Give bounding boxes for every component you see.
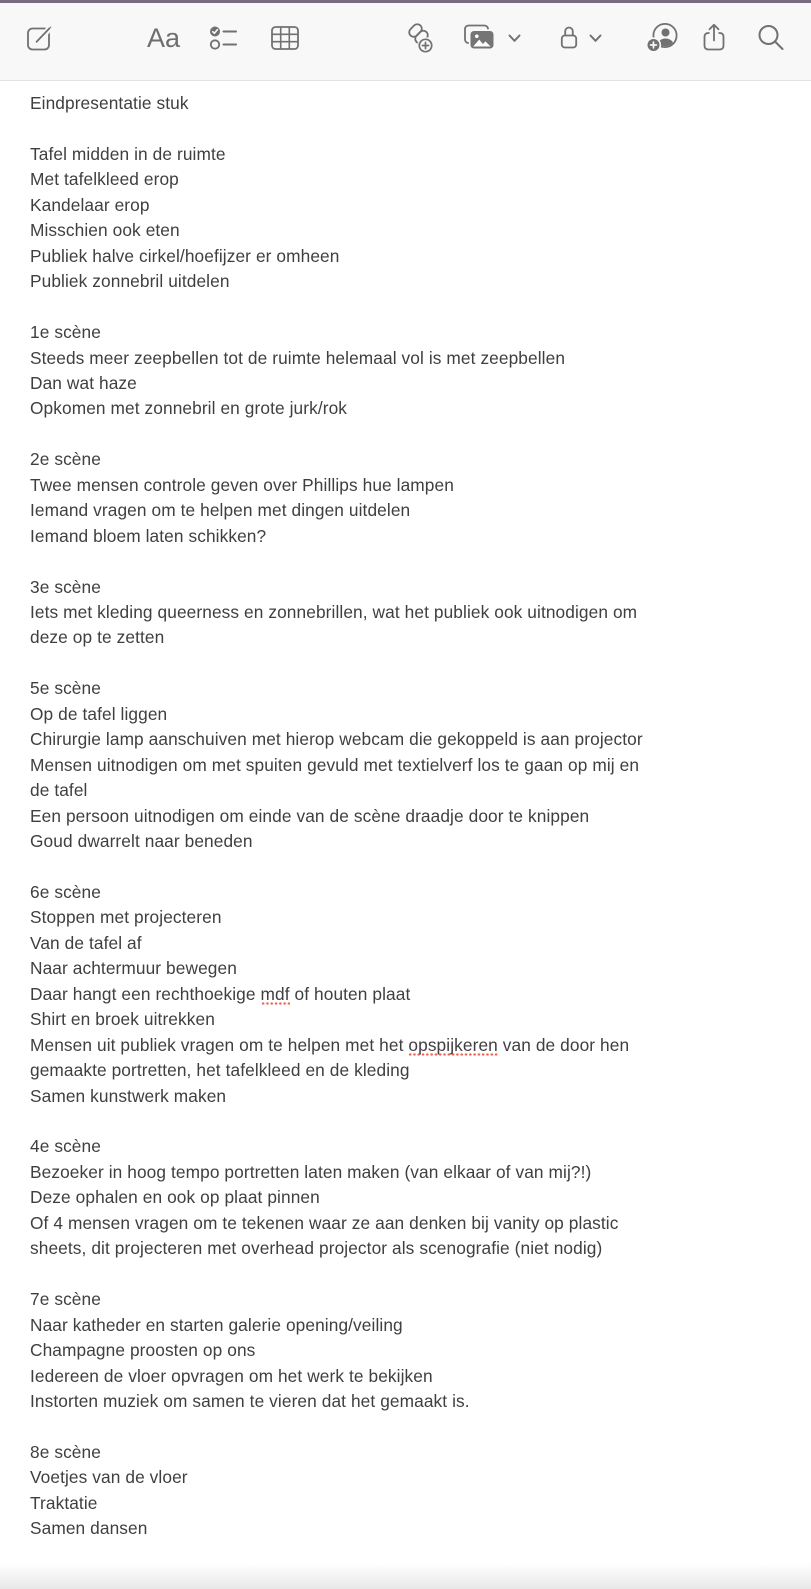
- note-line: Op de tafel liggen: [30, 703, 168, 724]
- format-text-icon: Aa: [147, 22, 181, 53]
- note-paragraph: [30, 1440, 775, 1542]
- note-line: Of 4 mensen vragen om te tekenen waar ze aan denken bij vanity op plastic: [30, 1212, 619, 1233]
- note-line: Traktatie: [30, 1492, 98, 1513]
- note-line: 6e scène: [30, 881, 101, 902]
- note-line: Samen kunstwerk maken: [30, 1085, 227, 1106]
- misspelled-word: mdf: [260, 983, 290, 1004]
- note-line: Kandelaar erop: [30, 194, 150, 215]
- note-line: Publiek halve cirkel/hoefijzer er omheen: [30, 245, 340, 266]
- note-line: Een persoon uitnodigen om einde van de scène draadje door te knippen: [30, 805, 590, 826]
- note-line: Iets met kleding queerness en zonnebrillen, wat het publiek ook uitnodigen om: [30, 602, 638, 622]
- note-line: Mensen uitnodigen om met spuiten gevuld met textielverf los te gaan op mij en: [30, 754, 640, 775]
- bottom-edge-fade: [0, 1563, 811, 1589]
- note-line: Iedereen de vloer opvragen om het werk te bekijken: [30, 1365, 433, 1386]
- note-line: Champagne proosten op ons: [30, 1340, 256, 1361]
- note-line: Tafel midden in de ruimte: [30, 143, 226, 164]
- note-paragraph: [30, 676, 775, 854]
- note-paragraph: [30, 91, 775, 116]
- note-line: Mensen uit publiek vragen om te helpen met het opspijkeren van de door hen: [30, 1034, 630, 1055]
- note-line: gemaakte portretten, het tafelkleed en de kleding: [30, 1060, 410, 1081]
- add-link-icon: [402, 21, 436, 55]
- note-line: Met tafelkleed erop: [30, 169, 179, 190]
- share-icon: [700, 22, 728, 54]
- search-button[interactable]: [755, 17, 787, 59]
- checklist-icon: [208, 23, 240, 53]
- note-paragraph: [30, 447, 775, 549]
- chevron-down-icon: [589, 34, 602, 43]
- compose-icon: [24, 23, 54, 53]
- note-line: Instorten muziek om samen te vieren dat het gemaakt is.: [30, 1390, 470, 1411]
- misspelled-word: opspijkeren: [408, 1034, 498, 1055]
- note-line: Daar hangt een rechthoekige mdf of houten plaat: [30, 983, 411, 1004]
- note-line: Iemand vragen om te helpen met dingen uitdelen: [30, 500, 411, 521]
- note-line: 3e scène: [30, 576, 101, 597]
- note-paragraph: [30, 880, 775, 1109]
- note-line: Shirt en broek uitrekken: [30, 1009, 215, 1030]
- share-button[interactable]: [700, 17, 728, 59]
- note-line: Naar achtermuur bewegen: [30, 958, 237, 979]
- collaborate-button[interactable]: [644, 17, 682, 59]
- note-line: Naar katheder en starten galerie opening/veiling: [30, 1314, 403, 1335]
- note-line: Samen dansen: [30, 1518, 148, 1539]
- add-link-button[interactable]: [402, 17, 436, 59]
- note-line: Deze ophalen en ook op plaat pinnen: [30, 1187, 320, 1208]
- search-icon: [755, 22, 787, 54]
- note-line: sheets, dit projecteren met overhead projector als scenografie (niet nodig): [30, 1238, 603, 1259]
- note-line: Iemand bloem laten schikken?: [30, 525, 267, 546]
- note-paragraph: [30, 1287, 775, 1414]
- notes-toolbar: [0, 3, 811, 81]
- note-line: 2e scène: [30, 449, 101, 470]
- note-line: 7e scène: [30, 1289, 101, 1310]
- note-line: Publiek zonnebril uitdelen: [30, 271, 230, 292]
- note-line: 4e scène: [30, 1136, 101, 1157]
- note-line: deze op te zetten: [30, 627, 165, 648]
- note-paragraph: [30, 320, 775, 422]
- note-line: Twee mensen controle geven over Phillips hue lampen: [30, 474, 454, 495]
- media-button[interactable]: [463, 17, 521, 59]
- note-line: Misschien ook eten: [30, 220, 180, 241]
- note-paragraph: [30, 142, 775, 295]
- note-body[interactable]: [0, 81, 811, 1542]
- note-paragraph: [30, 575, 775, 651]
- note-paragraph: [30, 1134, 775, 1261]
- add-person-icon: [644, 21, 682, 55]
- note-line: Van de tafel af: [30, 932, 142, 953]
- note-line: Dan wat haze: [30, 372, 137, 393]
- note-line: Goud dwarrelt naar beneden: [30, 831, 253, 852]
- note-line: Chirurgie lamp aanschuiven met hierop webcam die gekoppeld is aan projector: [30, 729, 643, 750]
- chevron-down-icon: [508, 34, 521, 43]
- note-line: Eindpresentatie stuk: [30, 93, 189, 113]
- checklist-button[interactable]: [208, 17, 240, 59]
- new-note-button[interactable]: [24, 17, 54, 59]
- note-line: Steeds meer zeepbellen tot de ruimte helemaal vol is met zeepbellen: [30, 347, 566, 368]
- format-button[interactable]: [147, 17, 180, 59]
- note-line: 5e scène: [30, 678, 101, 699]
- table-button[interactable]: [270, 17, 300, 59]
- note-line: de tafel: [30, 780, 88, 801]
- lock-button[interactable]: [556, 17, 602, 59]
- note-line: Stoppen met projecteren: [30, 907, 222, 928]
- note-line: Bezoeker in hoog tempo portretten laten maken (van elkaar of van mij?!): [30, 1161, 592, 1182]
- table-icon: [270, 24, 300, 52]
- note-line: 8e scène: [30, 1441, 101, 1462]
- note-line: 1e scène: [30, 322, 101, 343]
- lock-icon: [556, 23, 582, 53]
- photos-icon: [463, 23, 501, 53]
- note-line: Voetjes van de vloer: [30, 1467, 188, 1488]
- note-line: Opkomen met zonnebril en grote jurk/rok: [30, 398, 348, 419]
